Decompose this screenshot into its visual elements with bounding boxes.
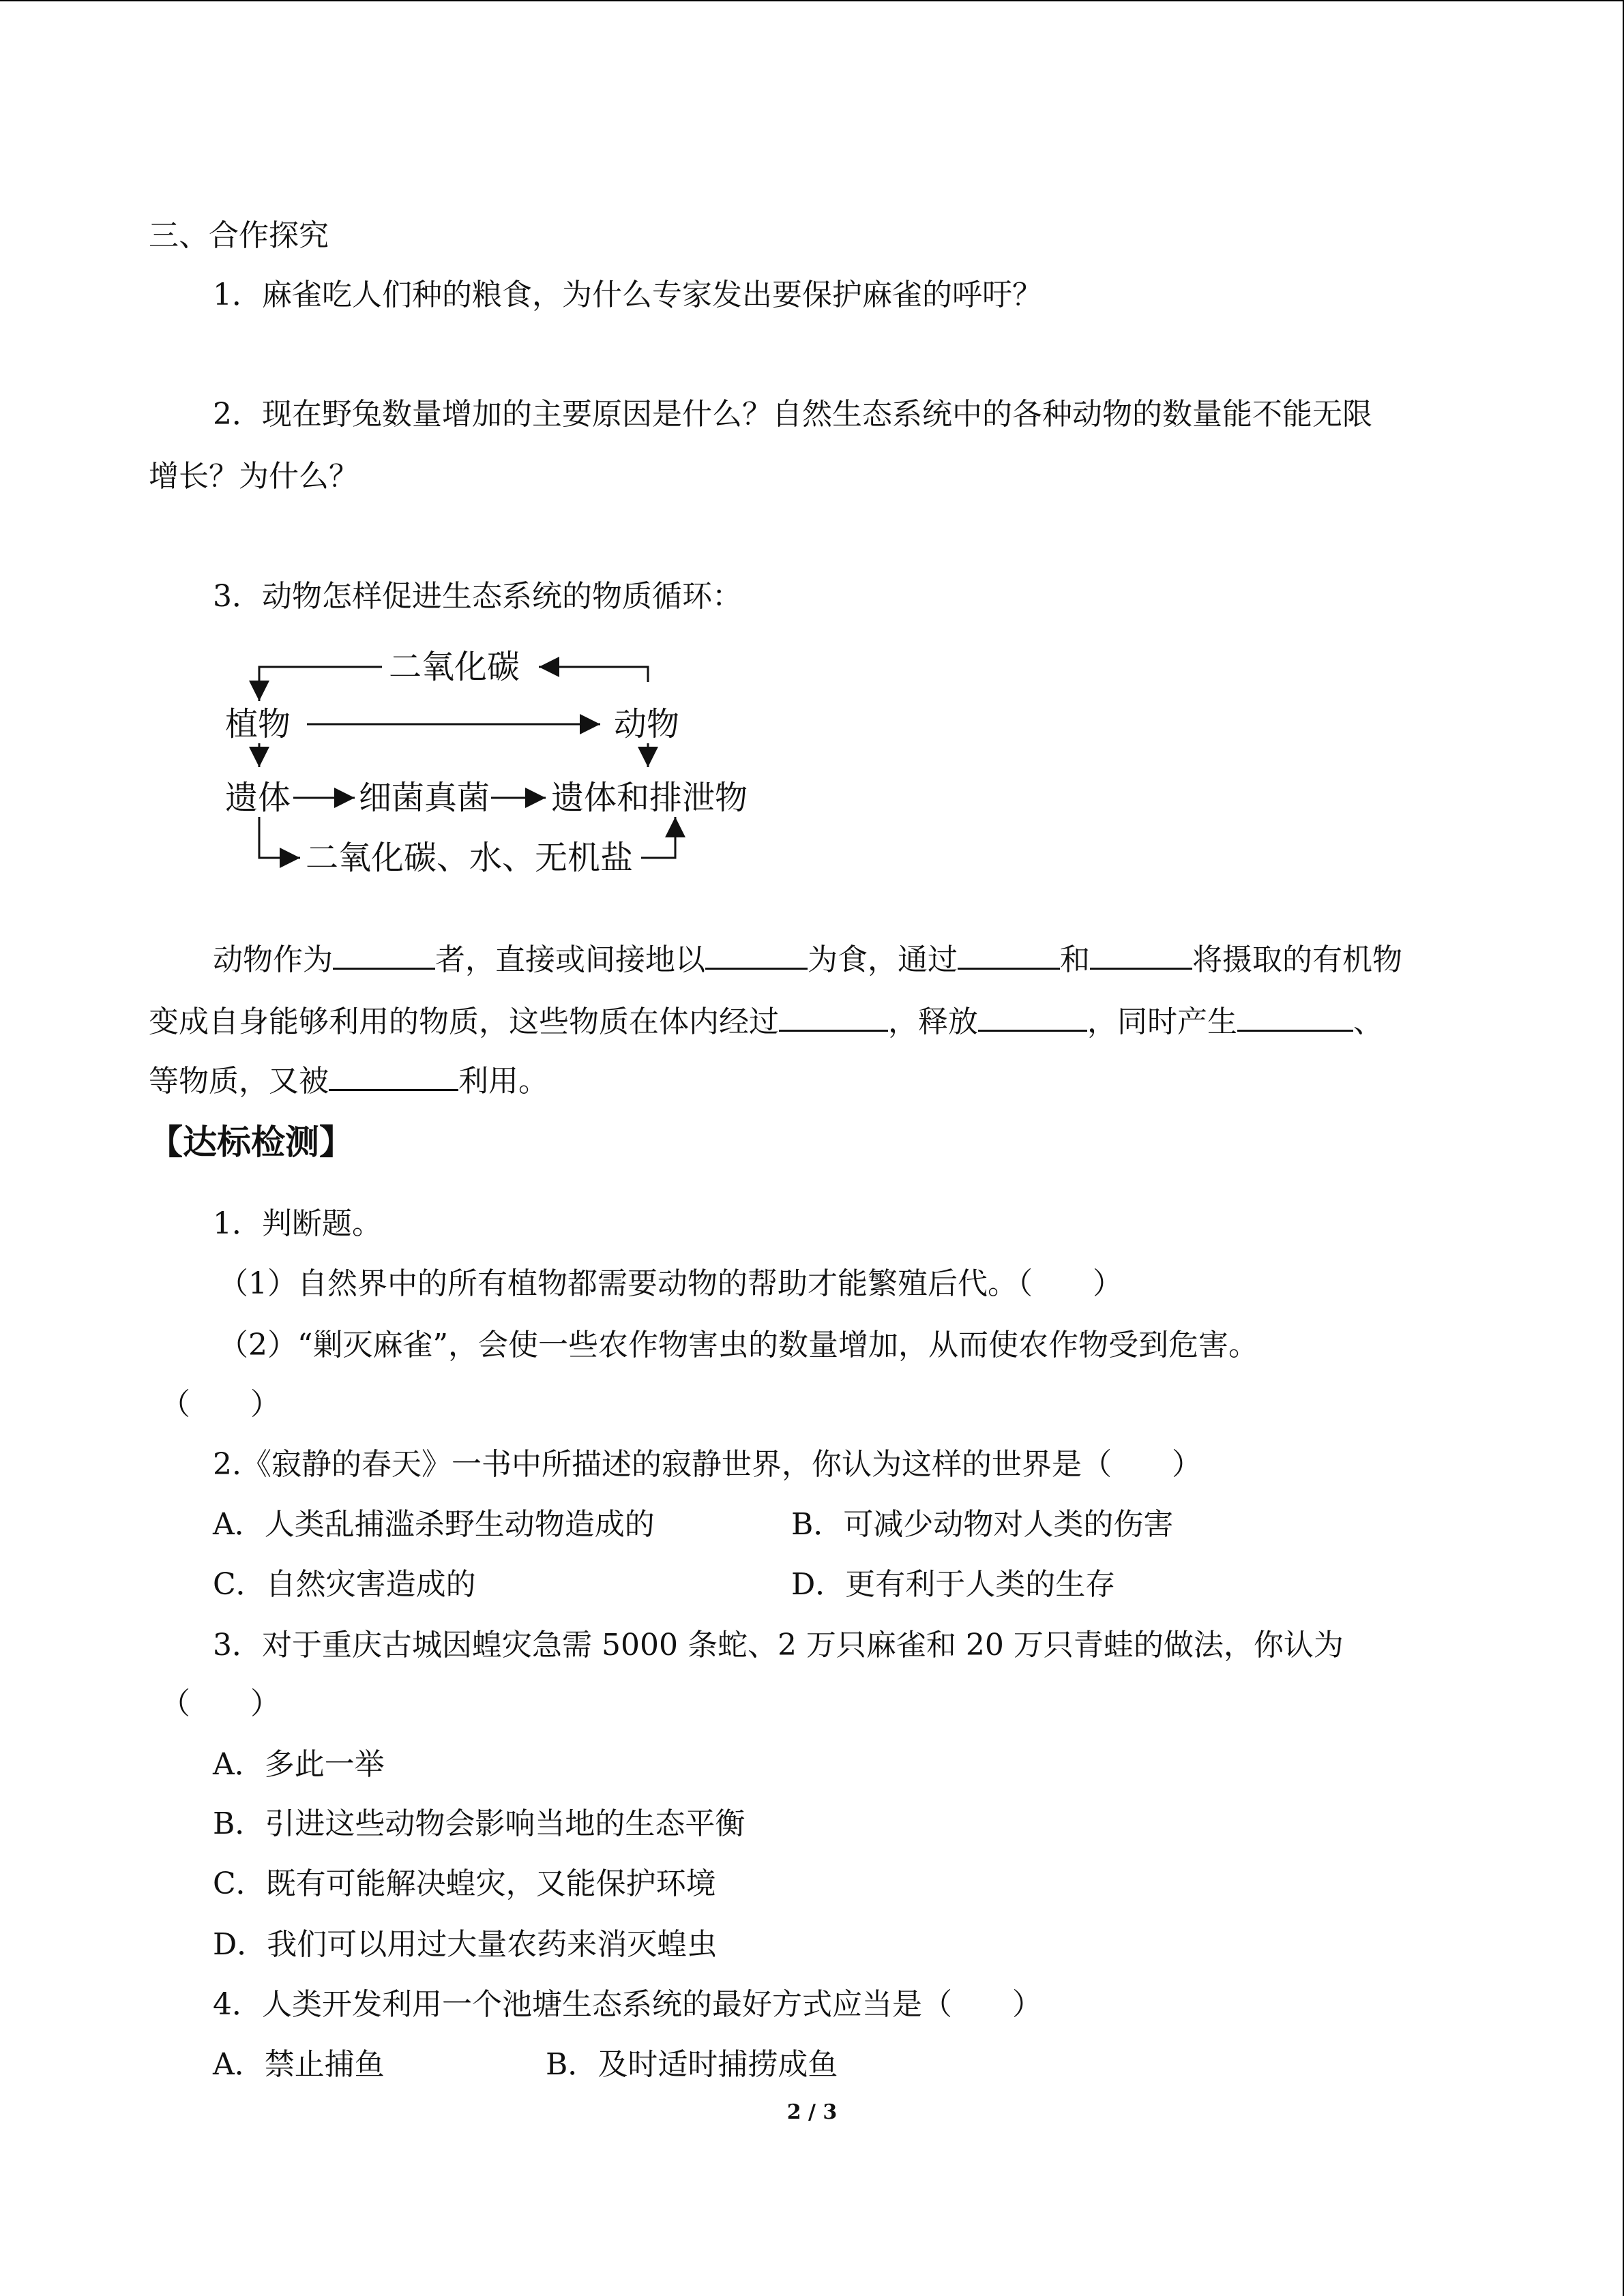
arrow-animal-to-co2 [539, 667, 648, 682]
fill-text: 、 [1353, 1004, 1383, 1039]
page-number: 2 / 3 [786, 2100, 838, 2124]
fill-text: ，释放 [888, 1004, 978, 1039]
label-animal: 动物 [614, 705, 680, 743]
judge-item-2-paren: （ ） [160, 1387, 280, 1422]
choice-question-2: 2.《寂静的春天》一书中所描述的寂静世界，你认为这样的世界是（ ） [213, 1447, 1202, 1482]
fill-text: ，同时产生 [1087, 1004, 1237, 1039]
label-plant: 植物 [225, 705, 291, 743]
answer-blank[interactable] [1237, 1000, 1353, 1032]
cycle-diagram-svg [218, 641, 764, 886]
option-3d: D．我们可以用过大量农药来消灭蝗虫 [213, 1927, 718, 1962]
fill-text: 为食，通过 [808, 942, 958, 977]
answer-blank[interactable] [329, 1059, 458, 1091]
option-3c: C．既有可能解决蝗灾，又能保护环境 [213, 1866, 716, 1901]
fill-text: 者，直接或间接地以 [435, 942, 705, 977]
arrow-remains-to-inorganic [259, 817, 300, 858]
fill-text: 变成自身能够利用的物质，这些物质在体内经过 [149, 1004, 779, 1039]
answer-blank[interactable] [705, 938, 808, 970]
arrow-co2-to-plant [259, 667, 382, 701]
answer-blank[interactable] [978, 1000, 1087, 1032]
answer-blank[interactable] [1090, 938, 1192, 970]
answer-blank[interactable] [333, 938, 435, 970]
judge-title: 1．判断题。 [213, 1206, 382, 1241]
option-2b: B．可减少动物对人类的伤害 [791, 1507, 1174, 1542]
label-co2-top: 二氧化碳 [389, 648, 520, 686]
question-2-line2: 增长？为什么？ [149, 459, 359, 494]
option-2d: D．更有利于人类的生存 [791, 1567, 1116, 1602]
label-microbes: 细菌真菌 [359, 779, 490, 817]
answer-blank[interactable] [779, 1000, 888, 1032]
fill-in-line-2 [149, 1000, 1383, 1043]
option-4a: A．禁止捕鱼 [213, 2047, 385, 2082]
option-4b: B．及时适时捕捞成鱼 [546, 2047, 838, 2082]
option-2c: C．自然灾害造成的 [213, 1567, 476, 1602]
fill-in-line-3 [149, 1059, 548, 1102]
fill-text: 将摄取的有机物 [1192, 942, 1402, 977]
label-remains-excreta: 遗体和排泄物 [551, 779, 748, 817]
answer-blank[interactable] [958, 938, 1060, 970]
test-heading: 【达标检测】 [149, 1122, 353, 1162]
option-3a: A．多此一举 [213, 1747, 385, 1782]
fill-text: 和 [1060, 942, 1090, 977]
choice-question-4: 4．人类开发利用一个池塘生态系统的最好方式应当是（ ） [213, 1987, 1042, 2022]
fill-text: 动物作为 [213, 942, 333, 977]
question-3-paren: （ ） [160, 1686, 280, 1721]
question-1: 1．麻雀吃人们种的粮食，为什么专家发出要保护麻雀的呼吁？ [213, 278, 1042, 312]
choice-question-3: 3．对于重庆古城因蝗灾急需 5000 条蛇、2 万只麻雀和 20 万只青蛙的做法，你认为 [213, 1628, 1344, 1663]
judge-item-1: （1）自然界中的所有植物都需要动物的帮助才能繁殖后代。（ ） [218, 1266, 1123, 1301]
section-heading: 三、合作探究 [149, 218, 329, 253]
option-3b: B．引进这些动物会影响当地的生态平衡 [213, 1806, 745, 1841]
question-2-line1: 2．现在野兔数量增加的主要原因是什么？自然生态系统中的各种动物的数量能不能无限 [213, 397, 1372, 432]
fill-text: 等物质，又被 [149, 1064, 329, 1099]
fill-text: 利用。 [458, 1064, 548, 1099]
label-remains: 遗体 [225, 779, 291, 817]
question-3: 3．动物怎样促进生态系统的物质循环： [213, 579, 742, 614]
material-cycle-diagram [218, 641, 764, 886]
judge-item-2: （2）“剿灭麻雀”，会使一些农作物害虫的数量增加，从而使农作物受到危害。 [218, 1328, 1258, 1362]
arrow-inorganic-return [641, 817, 675, 858]
label-co2-water-salts: 二氧化碳、水、无机盐 [306, 839, 634, 877]
option-2a: A．人类乱捕滥杀野生动物造成的 [213, 1507, 655, 1542]
fill-in-line-1 [213, 938, 1402, 981]
